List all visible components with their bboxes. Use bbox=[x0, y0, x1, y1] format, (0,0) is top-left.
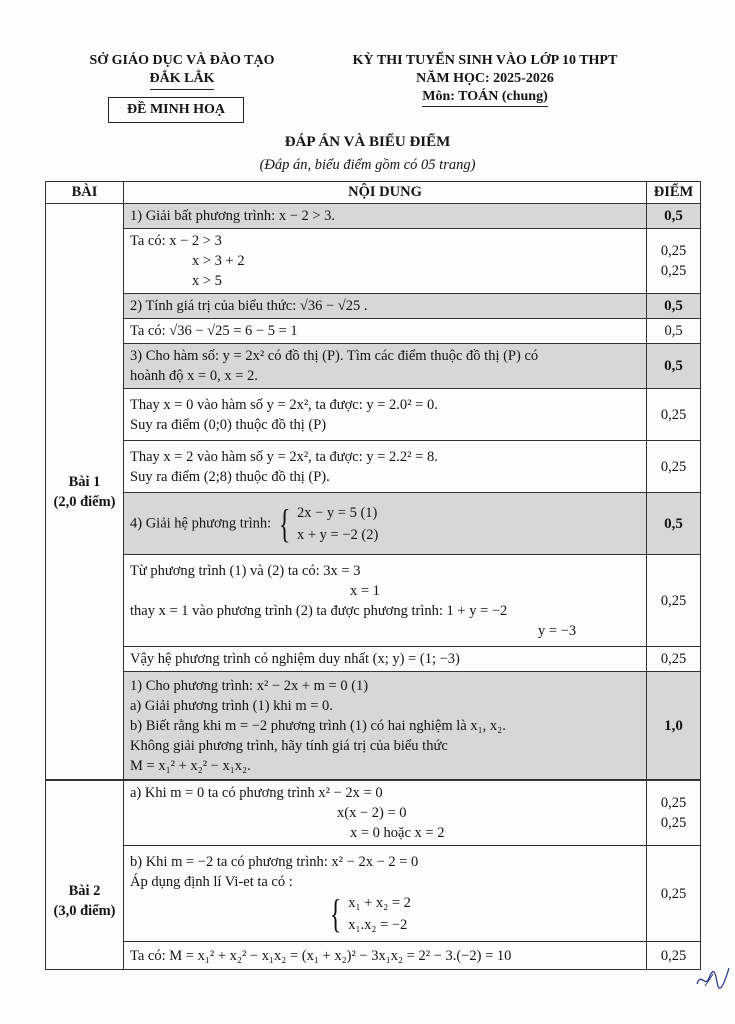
question-2-1-line: a) Giải phương trình (1) khi m = 0. bbox=[130, 697, 333, 714]
answer-line: x(x − 2) = 0 bbox=[337, 805, 407, 821]
page-title: ĐÁP ÁN VÀ BIỂU ĐIỂM bbox=[284, 134, 451, 150]
points-cell: 1,0 bbox=[647, 672, 701, 780]
bai-1-name: Bài 1 bbox=[68, 473, 101, 490]
table-row bbox=[46, 344, 701, 389]
answer-line: Suy ra điểm (0;0) thuộc đồ thị (P) bbox=[130, 416, 327, 433]
answer-line: thay x = 1 vào phương trình (2) ta được phương trình: 1 + y = −2 bbox=[130, 602, 508, 619]
answer-line: Vậy hệ phương trình có nghiệm duy nhất (x; y) = (1; −3) bbox=[130, 651, 460, 667]
exam-name: KỲ THI TUYỂN SINH VÀO LỚP 10 THPT bbox=[352, 53, 618, 68]
points-cell: 0,25 bbox=[647, 389, 701, 441]
answer-line: Áp dụng định lí Vi-et ta có : bbox=[130, 873, 293, 890]
table-row bbox=[46, 942, 701, 970]
answer-line: x > 5 bbox=[192, 273, 222, 289]
points-value: 0,25 bbox=[660, 243, 687, 259]
question-1-4: 4) Giải hệ phương trình: bbox=[130, 514, 272, 531]
answer-line: a) Khi m = 0 ta có phương trình x² − 2x = 0 bbox=[130, 785, 383, 801]
answer-line: Thay x = 0 vào hàm số y = 2x², ta được: y = 2.0² = 0. bbox=[130, 396, 438, 413]
school-year: NĂM HỌC: 2025-2026 bbox=[416, 71, 554, 86]
equation-system bbox=[275, 502, 379, 546]
bai-1-cell bbox=[46, 204, 124, 780]
table-row bbox=[46, 672, 701, 780]
department-header bbox=[72, 52, 292, 90]
table-row bbox=[46, 555, 701, 647]
points-cell: 0,25 bbox=[647, 555, 701, 647]
answer-line: Suy ra điểm (2;8) thuộc đồ thị (P). bbox=[130, 468, 330, 485]
table-row bbox=[46, 319, 701, 344]
points-cell: 0,5 bbox=[647, 294, 701, 319]
answer-line: x = 0 hoặc x = 2 bbox=[350, 825, 445, 841]
points-cell: 0,5 bbox=[647, 204, 701, 229]
exam-header bbox=[330, 52, 640, 107]
answer-line: b) Khi m = −2 ta có phương trình: x² − 2x − 2 = 0 bbox=[130, 853, 419, 870]
points-cell: 0,5 bbox=[647, 344, 701, 389]
question-1-2: 2) Tính giá trị của biểu thức: √36 − √25 . bbox=[130, 298, 368, 314]
answer-line: Ta có: x − 2 > 3 bbox=[130, 233, 222, 249]
points-cell: 0,5 bbox=[647, 319, 701, 344]
table-row bbox=[46, 389, 701, 441]
signature-mark bbox=[693, 962, 733, 992]
points-value: 0,25 bbox=[660, 263, 687, 279]
viet-system bbox=[326, 892, 411, 936]
question-2-1-line: M = x₁² + x₂² − x₁x₂. bbox=[130, 757, 251, 774]
points-cell: 0,5 bbox=[647, 493, 701, 555]
question-1-1: 1) Giải bất phương trình: x − 2 > 3. bbox=[130, 208, 336, 224]
equation-1: 2x − y = 5 (1) bbox=[297, 504, 378, 521]
table-row bbox=[46, 229, 701, 294]
answer-table-continued bbox=[45, 780, 701, 970]
points-cell: 0,25 bbox=[647, 942, 701, 970]
answer-line: x > 3 + 2 bbox=[192, 253, 245, 269]
viet-product: x₁.x₂ = −2 bbox=[348, 916, 408, 933]
points-value: 0,25 bbox=[660, 795, 687, 811]
header-diem: ĐIỂM bbox=[647, 182, 701, 204]
subject-label: Môn: TOÁN (chung) bbox=[422, 88, 548, 107]
points-value: 0,25 bbox=[660, 815, 687, 831]
answer-line: y = −3 bbox=[538, 622, 577, 639]
table-row bbox=[46, 204, 701, 229]
answer-line: Ta có: √36 − √25 = 6 − 5 = 1 bbox=[130, 323, 298, 339]
question-2-1-line: b) Biết rằng khi m = −2 phương trình (1) có hai nghiệm là x₁, x₂. bbox=[130, 717, 506, 734]
table-row bbox=[46, 441, 701, 493]
bai-2-cell bbox=[46, 781, 124, 970]
table-row bbox=[46, 493, 701, 555]
answer-line: Từ phương trình (1) và (2) ta có: 3x = 3 bbox=[130, 562, 361, 579]
header-noi-dung: NỘI DUNG bbox=[124, 182, 647, 204]
answer-line: Ta có: M = x₁² + x₂² − x₁x₂ = (x₁ + x₂)² − 3x₁x₂ = 2² − 3.(−2) = 10 bbox=[130, 947, 512, 964]
page-subtitle: (Đáp án, biểu điểm gồm có 05 trang) bbox=[259, 157, 476, 173]
points-cell: 0,25 bbox=[647, 846, 701, 942]
table-header-row bbox=[46, 182, 701, 204]
table-row bbox=[46, 781, 701, 846]
province-name: ĐẮK LẮK bbox=[150, 70, 215, 90]
question-1-3-line-2: hoành độ x = 0, x = 2. bbox=[130, 368, 258, 384]
header-bai: BÀI bbox=[46, 182, 124, 204]
equation-2: x + y = −2 (2) bbox=[297, 526, 379, 543]
table-row bbox=[46, 846, 701, 942]
sample-exam-label: ĐỀ MINH HOẠ bbox=[108, 97, 244, 123]
bai-2-points: (3,0 điểm) bbox=[53, 903, 116, 919]
viet-sum: x₁ + x₂ = 2 bbox=[348, 894, 411, 911]
question-2-1-line: 1) Cho phương trình: x² − 2x + m = 0 (1) bbox=[130, 677, 369, 694]
question-1-3-line-1: 3) Cho hàm số: y = 2x² có đồ thị (P). Tìm các điểm thuộc đồ thị (P) có bbox=[130, 348, 539, 364]
bai-2-name: Bài 2 bbox=[68, 883, 101, 899]
points-cell: 0,25 bbox=[647, 647, 701, 672]
answer-table bbox=[45, 181, 701, 780]
table-row bbox=[46, 647, 701, 672]
points-cell: 0,25 bbox=[647, 441, 701, 493]
brace-icon: { bbox=[329, 890, 342, 936]
table-row bbox=[46, 294, 701, 319]
question-2-1-line: Không giải phương trình, hãy tính giá trị của biểu thức bbox=[130, 737, 448, 754]
answer-line: x = 1 bbox=[350, 582, 380, 599]
department-name: SỞ GIÁO DỤC VÀ ĐÀO TẠO bbox=[89, 53, 275, 68]
answer-line: Thay x = 2 vào hàm số y = 2x², ta được: y = 2.2² = 8. bbox=[130, 448, 438, 465]
bai-1-points: (2,0 điểm) bbox=[53, 493, 116, 510]
brace-icon: { bbox=[278, 500, 291, 546]
